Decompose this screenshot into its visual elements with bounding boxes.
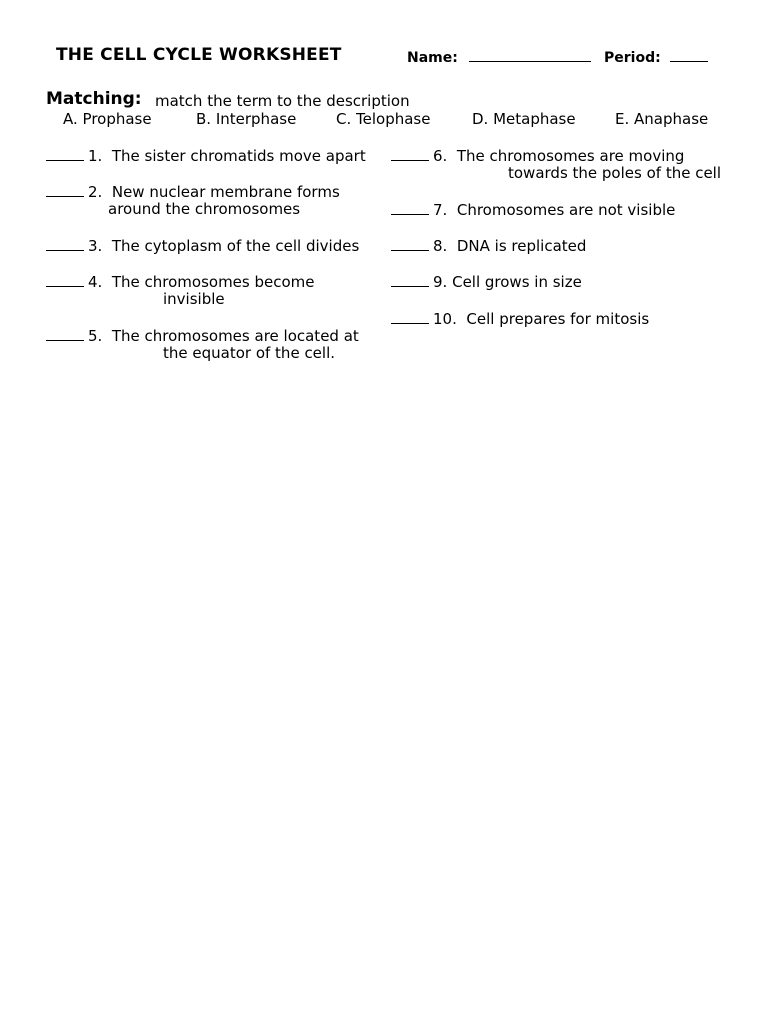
answer-blank-2[interactable] bbox=[46, 182, 84, 197]
period-label: Period: bbox=[604, 50, 661, 66]
term-e: E. Anaphase bbox=[615, 110, 709, 128]
name-field[interactable] bbox=[407, 50, 591, 66]
name-blank[interactable] bbox=[469, 61, 591, 62]
question-6 bbox=[391, 146, 684, 165]
question-text: The chromosomes are moving bbox=[456, 147, 685, 165]
question-8 bbox=[391, 236, 586, 255]
answer-blank-4[interactable] bbox=[46, 272, 84, 287]
worksheet-title: THE CELL CYCLE WORKSHEET bbox=[56, 45, 342, 65]
question-text: The chromosomes become bbox=[111, 273, 315, 291]
answer-blank-3[interactable] bbox=[46, 236, 84, 251]
question-text: The chromosomes are located at bbox=[111, 327, 359, 345]
question-number: 10. bbox=[433, 310, 457, 328]
question-text: The cytoplasm of the cell divides bbox=[111, 237, 360, 255]
question-1 bbox=[46, 146, 366, 165]
question-4-continued: invisible bbox=[163, 290, 225, 308]
question-number: 3. bbox=[88, 237, 103, 255]
period-field[interactable] bbox=[604, 50, 708, 66]
answer-blank-6[interactable] bbox=[391, 146, 429, 161]
question-number: 8. bbox=[433, 237, 448, 255]
question-text: New nuclear membrane forms bbox=[111, 183, 340, 201]
question-5 bbox=[46, 326, 359, 345]
question-text: The sister chromatids move apart bbox=[111, 147, 366, 165]
question-10 bbox=[391, 309, 649, 328]
question-number: 6. bbox=[433, 147, 448, 165]
answer-blank-1[interactable] bbox=[46, 146, 84, 161]
answer-blank-8[interactable] bbox=[391, 236, 429, 251]
term-b: B. Interphase bbox=[196, 110, 297, 128]
question-4 bbox=[46, 272, 315, 291]
name-label: Name: bbox=[407, 50, 458, 66]
answer-blank-9[interactable] bbox=[391, 272, 429, 287]
question-number: 7. bbox=[433, 201, 448, 219]
question-3 bbox=[46, 236, 359, 255]
answer-blank-7[interactable] bbox=[391, 200, 429, 215]
question-text: Chromosomes are not visible bbox=[456, 201, 676, 219]
question-number: 2. bbox=[88, 183, 103, 201]
term-c: C. Telophase bbox=[336, 110, 431, 128]
term-d: D. Metaphase bbox=[472, 110, 576, 128]
question-5-continued: the equator of the cell. bbox=[163, 344, 336, 362]
question-text: Cell grows in size bbox=[452, 273, 582, 291]
question-number: 9. bbox=[433, 273, 448, 291]
question-number: 1. bbox=[88, 147, 103, 165]
term-a: A. Prophase bbox=[63, 110, 152, 128]
matching-heading: Matching: bbox=[46, 89, 142, 109]
question-9 bbox=[391, 272, 582, 291]
question-text: DNA is replicated bbox=[456, 237, 587, 255]
matching-instruction: match the term to the description bbox=[155, 92, 410, 110]
question-6-continued: towards the poles of the cell bbox=[508, 164, 722, 182]
question-2-continued: around the chromosomes bbox=[108, 200, 301, 218]
question-number: 4. bbox=[88, 273, 103, 291]
answer-blank-10[interactable] bbox=[391, 309, 429, 324]
question-number: 5. bbox=[88, 327, 103, 345]
period-blank[interactable] bbox=[670, 61, 708, 62]
answer-blank-5[interactable] bbox=[46, 326, 84, 341]
question-2 bbox=[46, 182, 340, 201]
question-text: Cell prepares for mitosis bbox=[466, 310, 650, 328]
question-7 bbox=[391, 200, 675, 219]
